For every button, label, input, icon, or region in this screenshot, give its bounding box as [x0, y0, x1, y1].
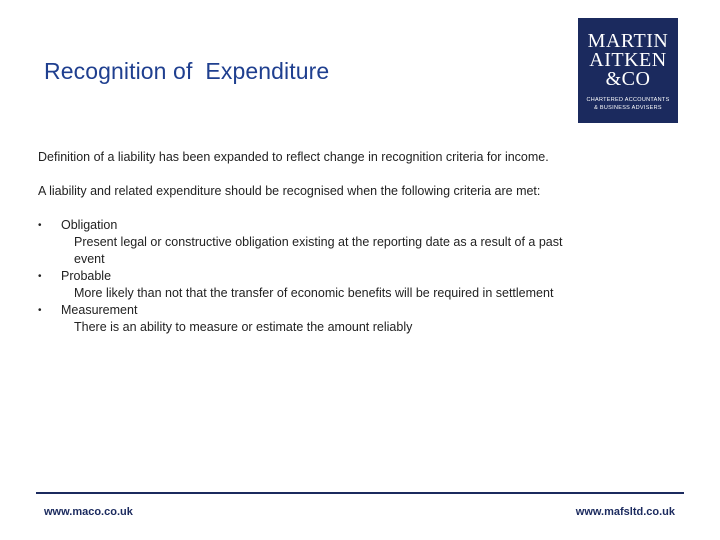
logo-tagline-2: & BUSINESS ADVISERS: [594, 105, 662, 111]
footer-link-maco[interactable]: www.maco.co.uk: [44, 506, 133, 518]
criterion-detail: Present legal or constructive obligation existing at the reporting date as a result of a past event: [74, 235, 563, 266]
criterion-measurement: [38, 302, 578, 336]
criterion-obligation: [38, 217, 578, 268]
slide-body: [38, 149, 578, 336]
slide-title: Recognition of Expenditure: [44, 58, 330, 84]
footer-divider: [36, 492, 684, 494]
footer-link-mafs[interactable]: www.mafsltd.co.uk: [575, 506, 675, 518]
logo-line-co: &CO: [605, 68, 651, 90]
criterion-heading: Probable: [61, 269, 112, 283]
logo-tagline-1: CHARTERED ACCOUNTANTS: [586, 97, 670, 103]
logo-line-aitken: AITKEN: [589, 49, 667, 71]
criterion-detail: More likely than not that the transfer of economic benefits will be required in settlement: [74, 286, 554, 300]
criterion-heading: Obligation: [61, 218, 118, 232]
logo-line-martin: MARTIN: [587, 30, 669, 52]
company-logo: [578, 18, 678, 123]
criterion-probable: [38, 268, 578, 302]
bullet-icon: •: [38, 305, 42, 316]
bullet-icon: •: [38, 220, 42, 231]
criteria-list: [38, 217, 578, 336]
recognition-criteria-intro: A liability and related expenditure should be recognised when the following criteria are met:: [38, 184, 541, 198]
criterion-detail: There is an ability to measure or estimate the amount reliably: [74, 320, 413, 334]
bullet-icon: •: [38, 271, 42, 282]
liability-definition-paragraph: Definition of a liability has been expanded to reflect change in recognition criteria for income.: [38, 150, 549, 164]
criterion-heading: Measurement: [61, 303, 138, 317]
